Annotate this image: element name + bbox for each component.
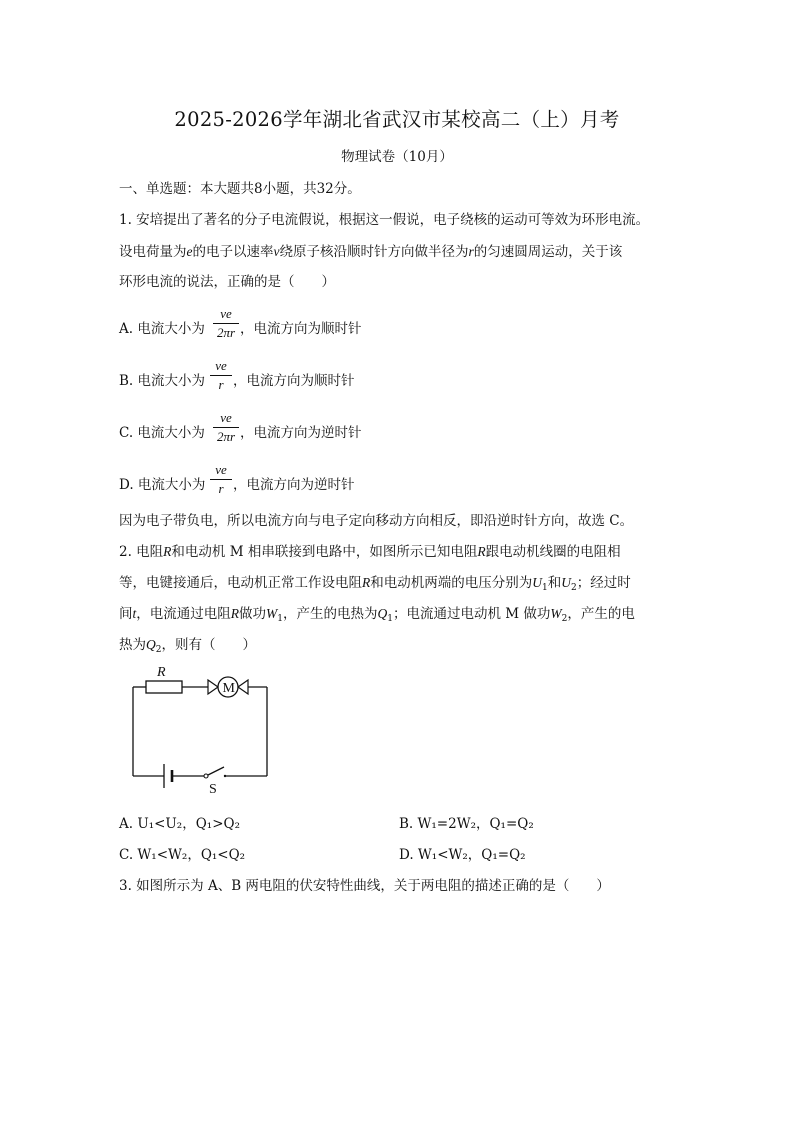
q2-line-3: 间t，电流通过电阻R做功$W_1$，产生的电热为$Q_1$；电流通过电动机 M 做功$W_2$，产生的电	[119, 606, 635, 624]
section-heading: 一、单选题：本大题共8小题，共32分。	[119, 181, 361, 197]
switch-label: S	[209, 782, 217, 797]
q1-line-1: 1. 安培提出了著名的分子电流假说，根据这一假说，电子绕核的运动可等效为环形电流。	[119, 212, 650, 228]
q2-option-b: B. W₁=2W₂，Q₁=Q₂	[399, 816, 534, 832]
fraction-ve-over-r: ve r	[210, 358, 232, 393]
q3-line-1: 3. 如图所示为 A、B 两电阻的伏安特性曲线，关于两电阻的描述正确的是（ ）	[119, 878, 610, 894]
exam-subtitle: 物理试卷（10月）	[341, 149, 453, 165]
battery-symbol	[164, 764, 172, 788]
motor-symbol	[208, 677, 248, 697]
q2-option-c: C. W₁<W₂，Q₁<Q₂	[119, 847, 246, 863]
fraction-ve-over-2pir: ve 2πr	[213, 306, 239, 341]
q2-line-4: 热为$Q_2$，则有（ ）	[119, 637, 256, 655]
q2-option-a: A. U₁<U₂，Q₁>Q₂	[119, 816, 240, 832]
fraction-ve-over-2pir: ve 2πr	[213, 410, 239, 445]
circuit-diagram	[120, 660, 280, 800]
q2-line-1: 2. 电阻R和电动机 M 相串联接到电路中，如图所示已知电阻R跟电动机线圈的电阻相	[119, 544, 621, 560]
q2-option-d: D. W₁<W₂，Q₁=Q₂	[399, 847, 526, 863]
q1-answer-explanation: 因为电子带负电，所以电流方向与电子定向移动方向相反，即沿逆时针方向，故选 C。	[119, 513, 634, 529]
resistor-symbol	[146, 681, 182, 693]
fraction-ve-over-r: ve r	[210, 462, 232, 497]
switch-symbol	[204, 767, 226, 797]
resistor-label: R	[157, 665, 166, 680]
q2-line-2: 等，电键接通后，电动机正常工作设电阻R和电动机两端的电压分别为$U_1$和$U_2$；经过时	[119, 575, 631, 593]
q1-line-3: 环形电流的说法，正确的是（ ）	[119, 274, 335, 290]
motor-label: M	[222, 681, 235, 696]
q1-line-2: 设电荷量为e的电子以速率v绕原子核沿顺时针方向做半径为r的匀速圆周运动，关于该	[119, 244, 623, 260]
exam-title: 2025-2026学年湖北省武汉市某校高二（上）月考	[174, 108, 620, 131]
